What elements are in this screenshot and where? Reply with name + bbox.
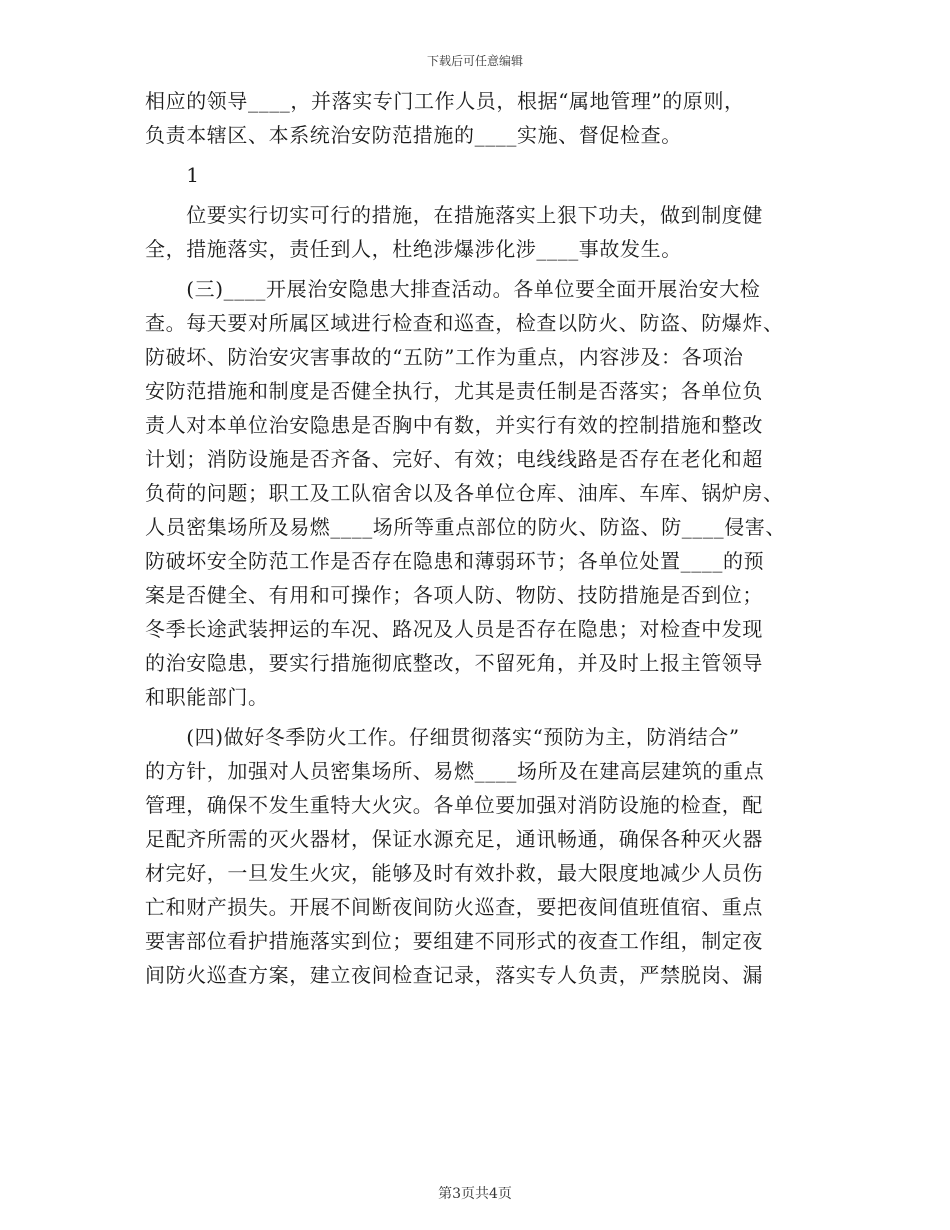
text-line: 案是否健全、有用和可操作；各项人防、物防、技防措施是否到位； [145, 583, 763, 607]
text-line: 负责本辖区、本系统治安防范措施的____实施、督促检查。 [145, 123, 682, 147]
text-line: 要害部位看护措施落实到位；要组建不同形式的夜查工作组，制定夜 [145, 929, 763, 953]
text-line: 1 [145, 163, 200, 187]
text-line: 的方针，加强对人员密集场所、易燃____场所及在建高层建筑的重点 [145, 759, 765, 783]
text-line: 责人对本单位治安隐患是否胸中有数，并实行有效的控制措施和整改 [145, 413, 763, 437]
page-footer: 第3页共4页 [438, 1186, 512, 1202]
text-line: (四)做好冬季防火工作。仔细贯彻落实“预防为主，防消结合” [145, 725, 740, 749]
text-line: 的治安隐患，要实行措施彻底整改，不留死角，并及时上报主管领导 [145, 651, 763, 675]
text-line: 亡和财产损失。开展不间断夜间防火巡查，要把夜间值班值宿、重点 [145, 895, 763, 919]
text-line: (三)____开展治安隐患大排查活动。各单位要全面开展治安大检 [145, 277, 761, 301]
document-body [145, 84, 807, 992]
text-line: 相应的领导____，并落实专门工作人员，根据“属地管理”的原则， [145, 89, 745, 113]
text-line: 查。每天要对所属区域进行检查和巡查，检查以防火、防盗、防爆炸、 [145, 311, 784, 335]
text-line: 材完好，一旦发生火灾，能够及时有效扑救，最大限度地减少人员伤 [145, 861, 763, 885]
text-line: 防破坏安全防范工作是否存在隐患和薄弱环节；各单位处置____的预 [145, 549, 765, 573]
text-line: 防破坏、防治安灾害事故的“五防”工作为重点，内容涉及：各项治 [145, 345, 744, 369]
text-line: 计划；消防设施是否齐备、完好、有效；电线线路是否存在老化和超 [145, 447, 763, 471]
text-line: 人员密集场所及易燃____场所等重点部位的防火、防盗、防____侵害、 [145, 515, 786, 539]
text-line: 冬季长途武装押运的车况、路况及人员是否存在隐患；对检查中发现 [145, 617, 763, 641]
text-line: 负荷的问题；职工及工队宿舍以及各单位仓库、油库、车库、锅炉房、 [145, 481, 784, 505]
text-line: 位要实行切实可行的措施，在措施落实上狠下功夫，做到制度健 [145, 203, 763, 227]
text-line: 全，措施落实，责任到人，杜绝涉爆涉化涉____事故发生。 [145, 237, 682, 261]
text-line: 间防火巡查方案，建立夜间检查记录，落实专人负责，严禁脱岗、漏 [145, 963, 763, 987]
text-line: 和职能部门。 [145, 685, 269, 709]
text-line: 管理，确保不发生重特大火灾。各单位要加强对消防设施的检查，配 [145, 793, 763, 817]
page-header: 下载后可任意编辑 [426, 54, 523, 68]
text-line: 足配齐所需的灭火器材，保证水源充足，通讯畅通，确保各种灭火器 [145, 827, 763, 851]
text-line: 安防范措施和制度是否健全执行，尤其是责任制是否落实；各单位负 [145, 379, 763, 403]
